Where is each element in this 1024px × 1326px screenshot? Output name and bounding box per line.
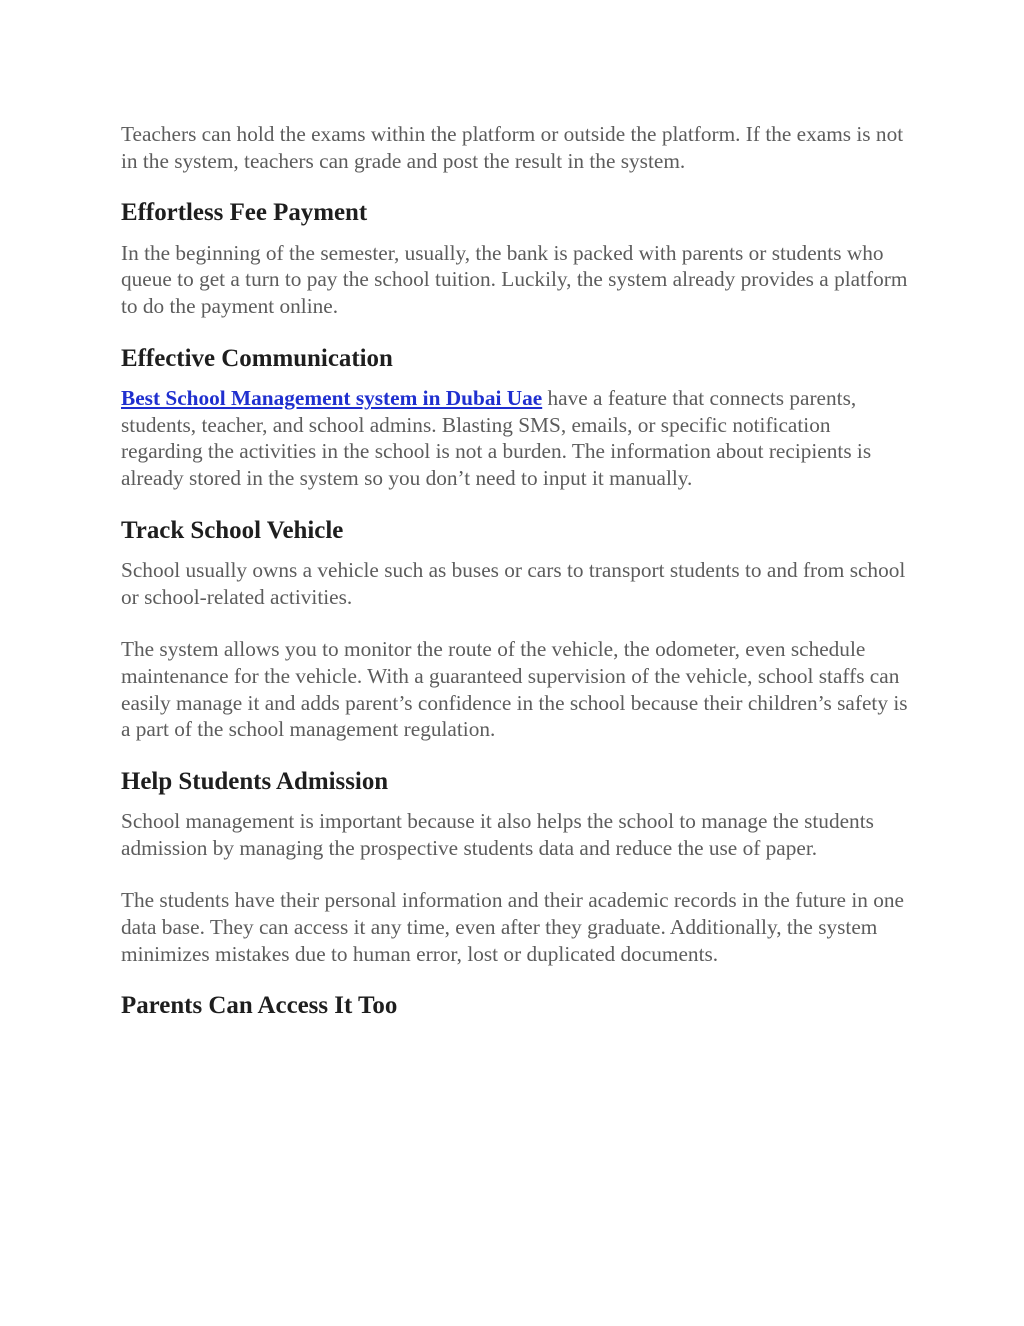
best-school-management-link[interactable]: Best School Management system in Dubai Uae	[121, 386, 543, 411]
heading-parents-can-access: Parents Can Access It Too	[121, 992, 398, 1020]
paragraph-admission-management: School management is important because it also helps the school to manage the students admission by managing the prospective students data and reduce the use of paper.	[121, 809, 874, 860]
heading-help-students-admission: Help Students Admission	[121, 767, 389, 795]
paragraph-communication	[121, 385, 911, 491]
heading-effortless-fee-payment: Effortless Fee Payment	[121, 199, 368, 227]
paragraph-vehicle-monitoring: The system allows you to monitor the route of the vehicle, the odometer, even schedule maintenance for the vehicle. With a guaranteed supervision of the vehicle, school staffs can easily manage it and adds parent’s confidence in the school because their children’s safety is a part of the school management regulation.	[121, 637, 908, 742]
paragraph-vehicle-ownership: School usually owns a vehicle such as buses or cars to transport students to and from school or school-related activities.	[121, 558, 906, 609]
heading-track-school-vehicle: Track School Vehicle	[121, 516, 344, 544]
document-page	[121, 121, 911, 1020]
paragraph-communication-text: have a feature that connects parents, students, teacher, and school admins. Blasting SMS, emails, or specific notification regarding the activities in the school is not a burden. The information about recipients is already stored in the system so you don’t need to input it manually.	[121, 386, 872, 490]
paragraph-fee-payment: In the beginning of the semester, usually, the bank is packed with parents or students who queue to get a turn to pay the school tuition. Luckily, the system already provides a platform to do the payment online.	[121, 240, 908, 318]
heading-effective-communication: Effective Communication	[121, 344, 393, 372]
paragraph-student-records: The students have their personal information and their academic records in the future in one data base. They can access it any time, even after they graduate. Additionally, the system minimizes mistakes due to human error, lost or duplicated documents.	[121, 888, 904, 966]
paragraph-exams: Teachers can hold the exams within the platform or outside the platform. If the exams is not in the system, teachers can grade and post the result in the system.	[121, 122, 904, 173]
